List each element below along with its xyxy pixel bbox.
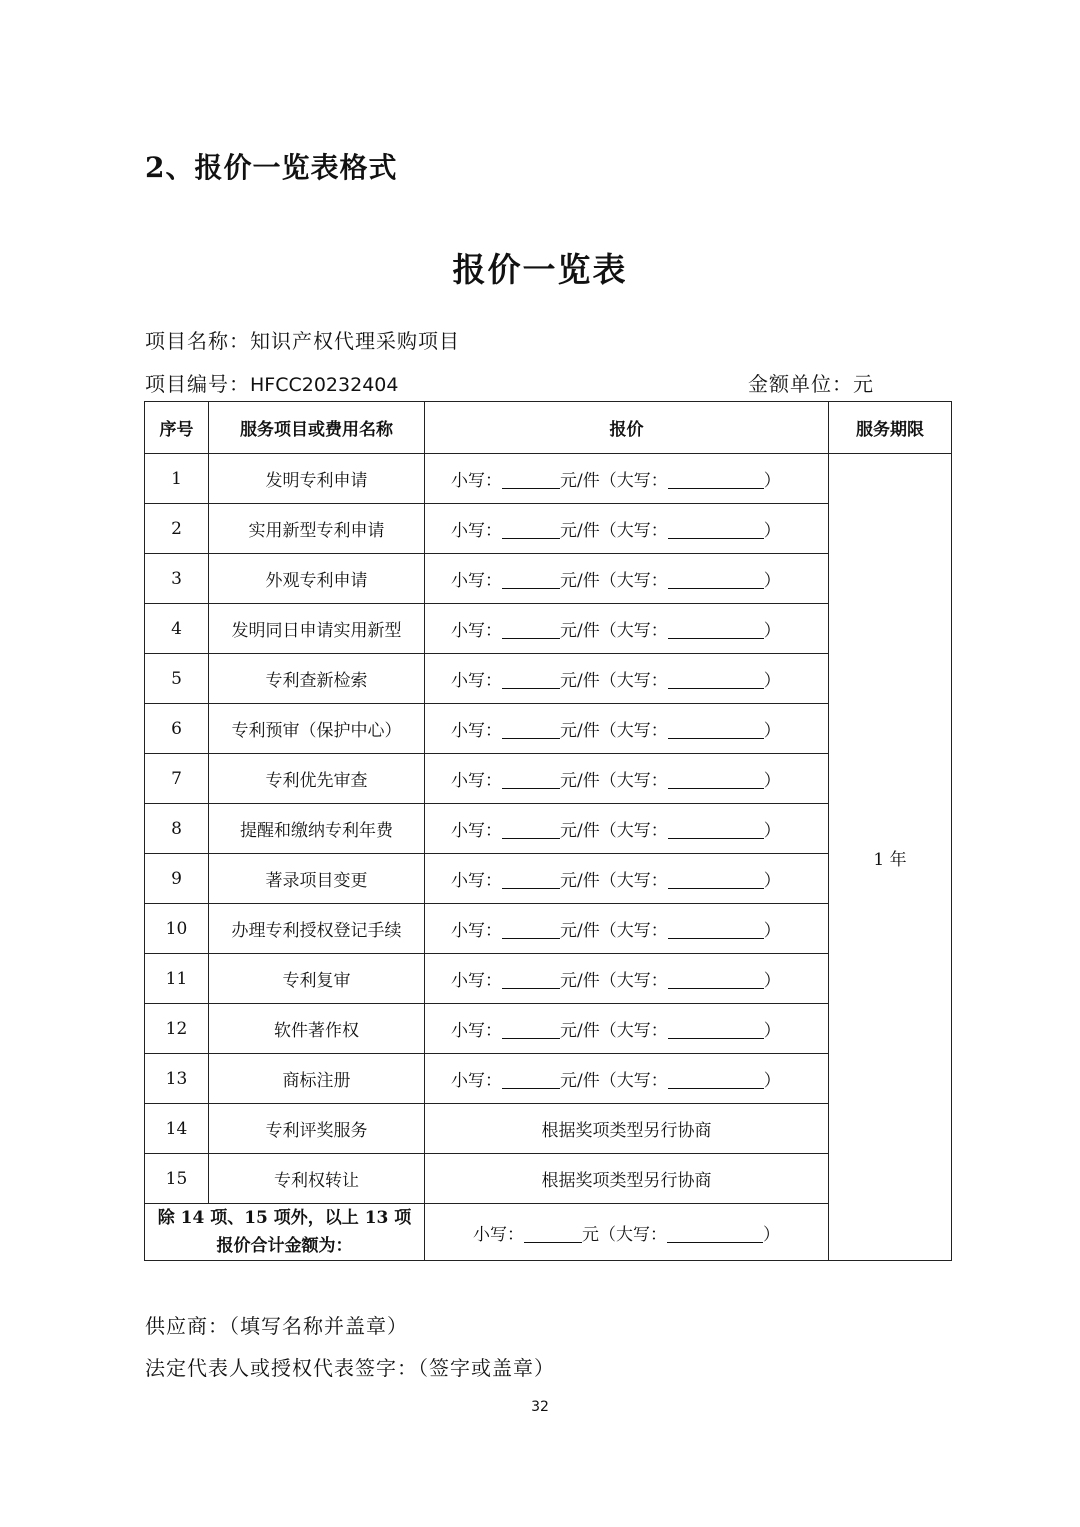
price-small-blank[interactable] xyxy=(502,470,560,489)
service-name: 著录项目变更 xyxy=(209,854,425,904)
total-capital-blank[interactable] xyxy=(667,1224,763,1243)
price-close-paren: ） xyxy=(763,621,781,641)
price-capital-blank[interactable] xyxy=(668,520,764,539)
price-cell xyxy=(425,804,829,854)
amount-unit-value: 元 xyxy=(853,372,874,396)
service-name: 提醒和缴纳专利年费 xyxy=(209,804,425,854)
row-number: 14 xyxy=(145,1104,209,1154)
price-small-label: 小写： xyxy=(451,571,502,591)
price-cell xyxy=(425,604,829,654)
price-capital-blank[interactable] xyxy=(668,920,764,939)
price-small-label: 小写： xyxy=(451,721,502,741)
row-number: 6 xyxy=(145,704,209,754)
price-small-blank[interactable] xyxy=(502,870,560,889)
price-capital-label: 元/件（大写： xyxy=(560,521,668,541)
table-row xyxy=(145,454,952,504)
price-small-label: 小写： xyxy=(451,971,502,991)
project-name-line xyxy=(145,325,460,354)
table-header-row xyxy=(145,402,952,454)
price-close-paren: ） xyxy=(763,771,781,791)
price-capital-blank[interactable] xyxy=(668,870,764,889)
price-cell xyxy=(425,854,829,904)
price-close-paren: ） xyxy=(763,521,781,541)
price-small-blank[interactable] xyxy=(502,520,560,539)
price-close-paren: ） xyxy=(763,471,781,491)
project-code-value: HFCC20232404 xyxy=(250,374,399,396)
price-close-paren: ） xyxy=(763,721,781,741)
total-capital-label: 元（大写： xyxy=(582,1224,667,1245)
price-cell xyxy=(425,554,829,604)
price-capital-blank[interactable] xyxy=(668,1020,764,1039)
row-number: 12 xyxy=(145,1004,209,1054)
price-capital-blank[interactable] xyxy=(668,670,764,689)
price-close-paren: ） xyxy=(763,1021,781,1041)
price-capital-label: 元/件（大写： xyxy=(560,1071,668,1091)
project-name-label: 项目名称： xyxy=(145,329,250,353)
price-capital-label: 元/件（大写： xyxy=(560,1021,668,1041)
service-name: 专利优先审查 xyxy=(209,754,425,804)
price-close-paren: ） xyxy=(763,671,781,691)
price-small-blank[interactable] xyxy=(502,1070,560,1089)
row-number: 3 xyxy=(145,554,209,604)
project-code-label: 项目编号： xyxy=(145,372,250,396)
price-cell xyxy=(425,654,829,704)
price-cell xyxy=(425,754,829,804)
supplier-line: 供应商：（填写名称并盖章） xyxy=(145,1314,408,1338)
total-small-label: 小写： xyxy=(473,1224,524,1245)
price-cell xyxy=(425,504,829,554)
price-cell xyxy=(425,704,829,754)
amount-unit-label: 金额单位： xyxy=(748,372,853,396)
price-small-label: 小写： xyxy=(451,671,502,691)
price-small-label: 小写： xyxy=(451,1021,502,1041)
row-number: 9 xyxy=(145,854,209,904)
row-number: 5 xyxy=(145,654,209,704)
total-label xyxy=(145,1204,425,1261)
service-name: 专利预审（保护中心） xyxy=(209,704,425,754)
price-capital-label: 元/件（大写： xyxy=(560,621,668,641)
service-period: 1 年 xyxy=(829,454,952,1261)
price-small-label: 小写： xyxy=(451,621,502,641)
project-name-value: 知识产权代理采购项目 xyxy=(250,329,460,353)
row-number: 7 xyxy=(145,754,209,804)
total-close-paren: ） xyxy=(763,1224,780,1245)
price-small-blank[interactable] xyxy=(502,1020,560,1039)
quote-table xyxy=(144,401,952,1261)
row-number: 2 xyxy=(145,504,209,554)
price-capital-label: 元/件（大写： xyxy=(560,771,668,791)
price-capital-blank[interactable] xyxy=(668,570,764,589)
price-capital-label: 元/件（大写： xyxy=(560,871,668,891)
price-small-blank[interactable] xyxy=(502,970,560,989)
service-name: 外观专利申请 xyxy=(209,554,425,604)
price-capital-blank[interactable] xyxy=(668,620,764,639)
price-capital-blank[interactable] xyxy=(668,470,764,489)
price-negotiable: 根据奖项类型另行协商 xyxy=(425,1154,829,1204)
price-capital-label: 元/件（大写： xyxy=(560,821,668,841)
price-small-blank[interactable] xyxy=(502,820,560,839)
price-small-label: 小写： xyxy=(451,871,502,891)
price-cell xyxy=(425,904,829,954)
price-capital-label: 元/件（大写： xyxy=(560,971,668,991)
price-capital-label: 元/件（大写： xyxy=(560,921,668,941)
price-cell xyxy=(425,954,829,1004)
price-close-paren: ） xyxy=(763,921,781,941)
price-small-blank[interactable] xyxy=(502,570,560,589)
price-close-paren: ） xyxy=(763,571,781,591)
row-number: 10 xyxy=(145,904,209,954)
price-capital-label: 元/件（大写： xyxy=(560,671,668,691)
price-small-label: 小写： xyxy=(451,821,502,841)
price-small-label: 小写： xyxy=(451,471,502,491)
project-code-line xyxy=(145,368,398,397)
service-name: 实用新型专利申请 xyxy=(209,504,425,554)
service-name: 发明专利申请 xyxy=(209,454,425,504)
price-small-blank[interactable] xyxy=(502,620,560,639)
price-small-blank[interactable] xyxy=(502,720,560,739)
section-heading: 2、报价一览表格式 xyxy=(145,151,398,184)
price-capital-blank[interactable] xyxy=(668,720,764,739)
service-name: 专利查新检索 xyxy=(209,654,425,704)
price-small-blank[interactable] xyxy=(502,770,560,789)
price-close-paren: ） xyxy=(763,871,781,891)
row-number: 11 xyxy=(145,954,209,1004)
service-name: 商标注册 xyxy=(209,1054,425,1104)
header-no: 序号 xyxy=(145,402,209,454)
row-number: 1 xyxy=(145,454,209,504)
total-small-blank[interactable] xyxy=(524,1224,582,1243)
service-name: 专利评奖服务 xyxy=(209,1104,425,1154)
price-negotiable: 根据奖项类型另行协商 xyxy=(425,1104,829,1154)
page-number: 32 xyxy=(531,1399,549,1415)
price-capital-label: 元/件（大写： xyxy=(560,571,668,591)
price-small-label: 小写： xyxy=(451,1071,502,1091)
price-small-blank[interactable] xyxy=(502,920,560,939)
price-close-paren: ） xyxy=(763,1071,781,1091)
row-number: 8 xyxy=(145,804,209,854)
price-capital-blank[interactable] xyxy=(668,1070,764,1089)
price-small-label: 小写： xyxy=(451,771,502,791)
price-cell xyxy=(425,1054,829,1104)
price-capital-blank[interactable] xyxy=(668,970,764,989)
total-label-line2: 报价合计金额为： xyxy=(216,1236,353,1256)
price-cell xyxy=(425,1004,829,1054)
signature-line: 法定代表人或授权代表签字：（签字或盖章） xyxy=(145,1356,555,1380)
row-number: 4 xyxy=(145,604,209,654)
document-title: 报价一览表 xyxy=(452,250,628,289)
service-name: 发明同日申请实用新型 xyxy=(209,604,425,654)
service-name: 专利复审 xyxy=(209,954,425,1004)
price-small-label: 小写： xyxy=(451,921,502,941)
row-number: 15 xyxy=(145,1154,209,1204)
service-name: 软件著作权 xyxy=(209,1004,425,1054)
header-price: 报价 xyxy=(425,402,829,454)
price-capital-label: 元/件（大写： xyxy=(560,721,668,741)
price-small-label: 小写： xyxy=(451,521,502,541)
price-cell xyxy=(425,454,829,504)
total-price-cell xyxy=(425,1204,829,1261)
header-service-period: 服务期限 xyxy=(829,402,952,454)
row-number: 13 xyxy=(145,1054,209,1104)
price-close-paren: ） xyxy=(763,821,781,841)
price-small-blank[interactable] xyxy=(502,670,560,689)
service-name: 专利权转让 xyxy=(209,1154,425,1204)
header-service-name: 服务项目或费用名称 xyxy=(209,402,425,454)
service-name: 办理专利授权登记手续 xyxy=(209,904,425,954)
price-close-paren: ） xyxy=(763,971,781,991)
price-capital-blank[interactable] xyxy=(668,770,764,789)
price-capital-label: 元/件（大写： xyxy=(560,471,668,491)
amount-unit-line xyxy=(748,368,874,397)
total-label-line1: 除 14 项、15 项外，以上 13 项 xyxy=(157,1208,412,1228)
price-capital-blank[interactable] xyxy=(668,820,764,839)
